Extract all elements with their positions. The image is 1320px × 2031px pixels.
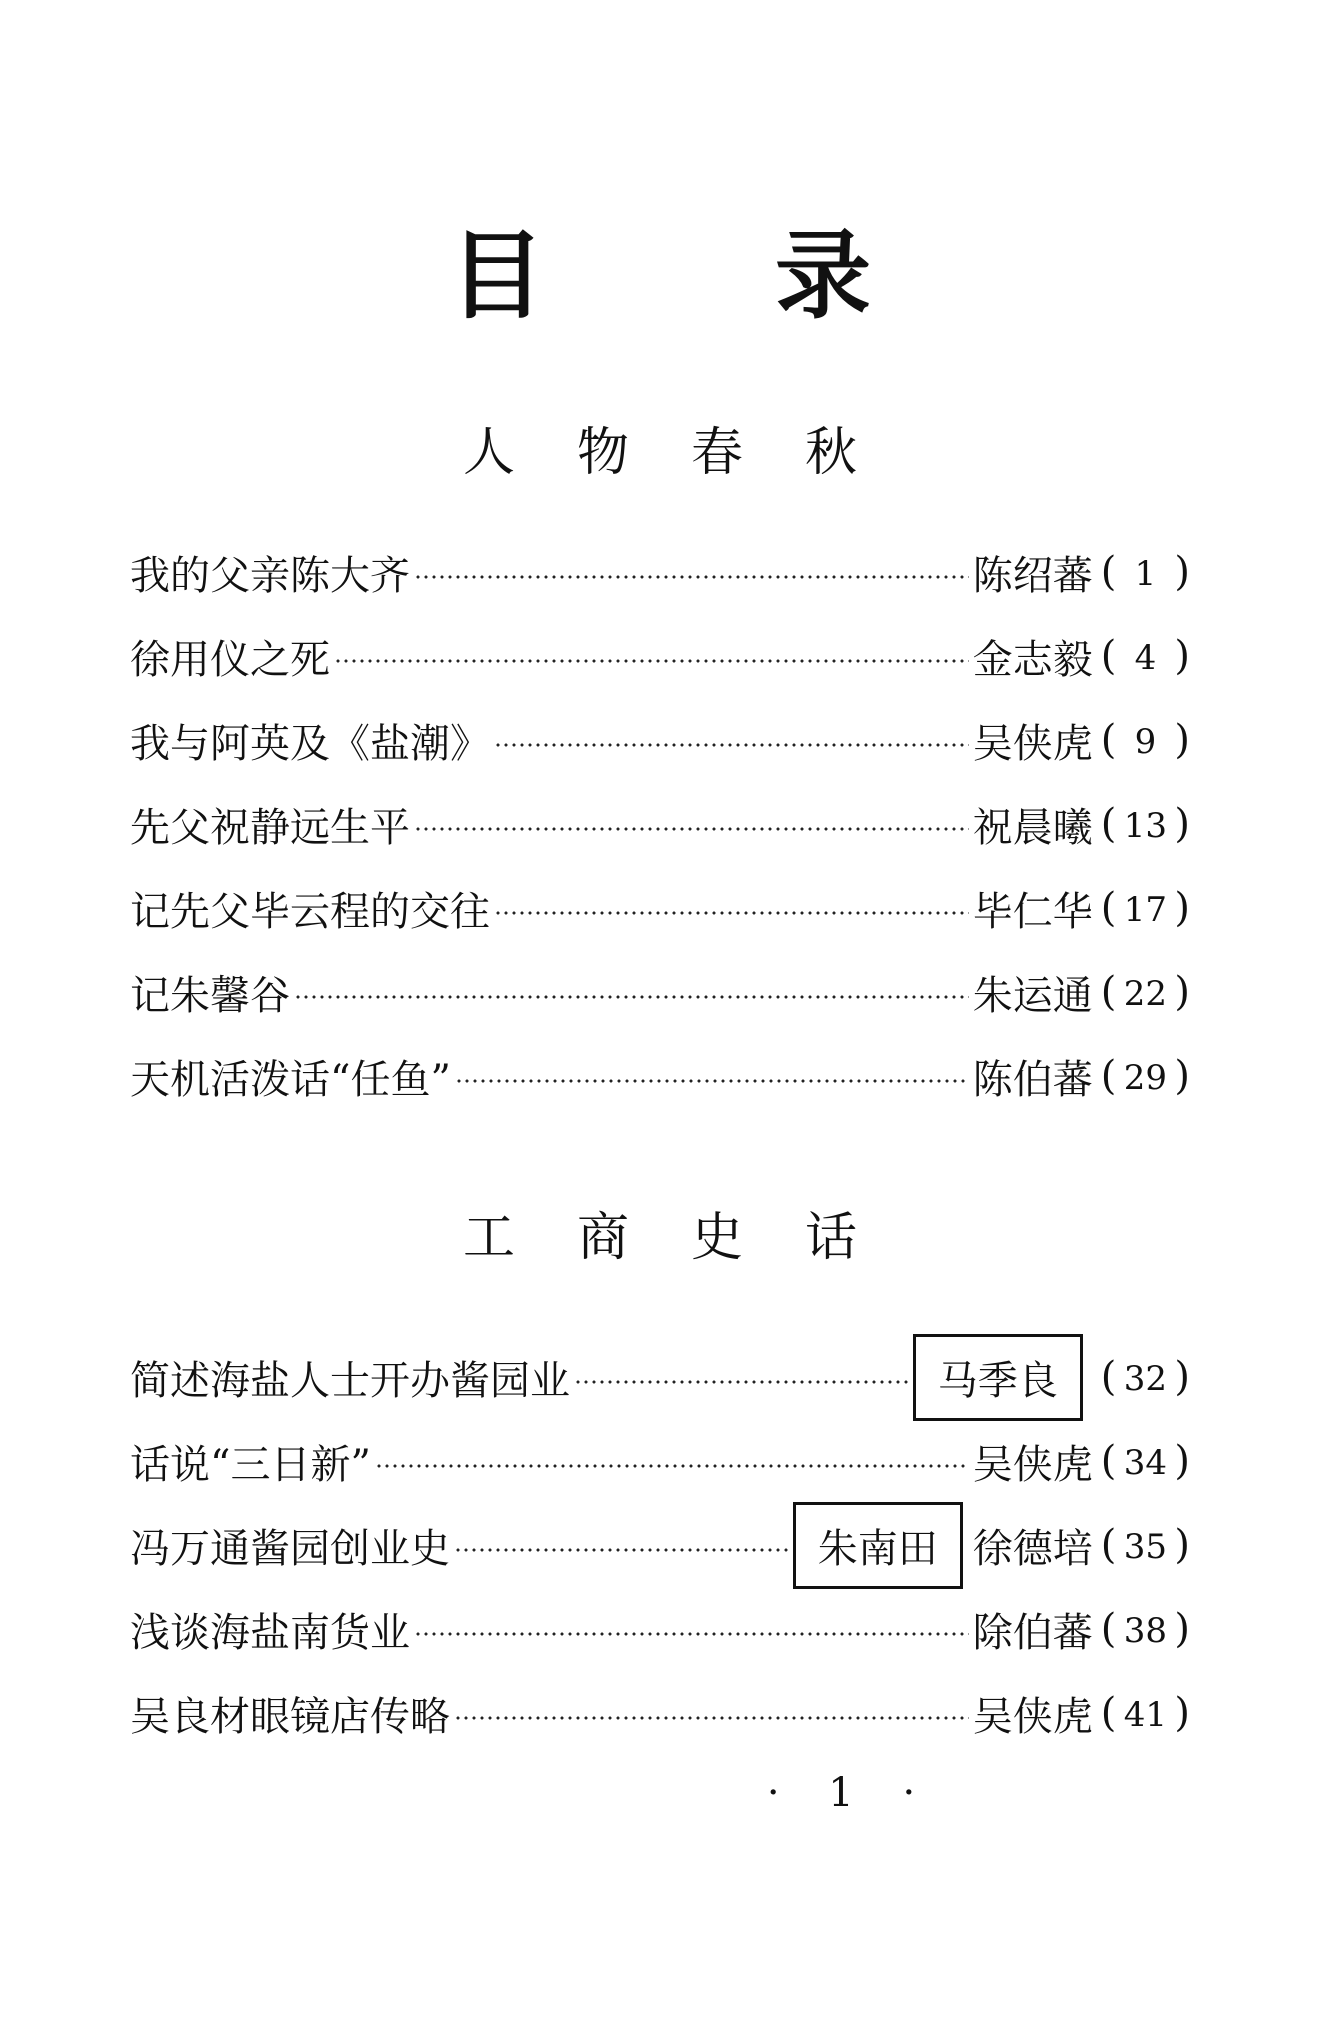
entry-title: 吴良材眼镜店传略 xyxy=(130,1693,450,1740)
entry-page: ( 41 ) xyxy=(1100,1690,1190,1736)
entry-author: 吴侠虎 xyxy=(972,1693,1093,1740)
entry-page: ( 35 ) xyxy=(1100,1522,1190,1568)
leader-dots xyxy=(294,995,969,999)
toc-entry[interactable] xyxy=(130,530,1190,614)
entry-page: ( 13 ) xyxy=(1100,801,1190,847)
toc-entry[interactable] xyxy=(130,1587,1190,1671)
section-people-entries xyxy=(130,530,1190,1118)
toc-entry[interactable] xyxy=(130,782,1190,866)
entry-page: ( 17 ) xyxy=(1100,885,1190,931)
leader-dots xyxy=(494,743,969,747)
entry-page: ( 32 ) xyxy=(1100,1354,1190,1400)
toc-entry[interactable] xyxy=(130,1419,1190,1503)
page-number: · 1 · xyxy=(766,1770,934,1816)
entry-page: ( 29 ) xyxy=(1100,1053,1190,1099)
entry-title: 天机活泼话“任鱼” xyxy=(130,1056,451,1103)
toc-entry[interactable] xyxy=(130,950,1190,1034)
entry-page: ( 38 ) xyxy=(1100,1606,1190,1652)
entry-title: 徐用仪之死 xyxy=(130,636,330,683)
boxed-author: 朱南田 xyxy=(793,1502,963,1589)
toc-entry[interactable] xyxy=(130,866,1190,950)
entry-page: ( 22 ) xyxy=(1100,969,1190,1015)
leader-dots xyxy=(334,659,969,663)
section-business-entries xyxy=(130,1335,1190,1755)
entry-author: 徐德培 xyxy=(972,1525,1093,1572)
leader-dots xyxy=(454,1716,969,1720)
entry-page: ( 4 ) xyxy=(1100,633,1190,679)
leader-dots xyxy=(414,1632,969,1636)
leader-dots xyxy=(455,1079,969,1083)
entry-page: ( 1 ) xyxy=(1100,549,1190,595)
section-title-people: 人物春秋 xyxy=(462,423,919,483)
entry-author: 金志毅 xyxy=(972,636,1093,683)
entry-page: ( 9 ) xyxy=(1100,717,1190,763)
leader-dots xyxy=(574,1380,909,1384)
toc-entry[interactable] xyxy=(130,1503,1190,1587)
boxed-author: 马季良 xyxy=(913,1334,1083,1421)
entry-title: 我与阿英及《盐潮》 xyxy=(130,720,490,767)
entry-title: 记先父毕云程的交往 xyxy=(130,888,490,935)
entry-author: 陈伯蕃 xyxy=(972,1056,1093,1103)
toc-entry[interactable] xyxy=(130,614,1190,698)
leader-dots xyxy=(454,1548,789,1552)
entry-author: 除伯蕃 xyxy=(972,1609,1093,1656)
leader-dots xyxy=(375,1464,969,1468)
entry-title: 冯万通酱园创业史 xyxy=(130,1525,450,1572)
entry-title: 我的父亲陈大齐 xyxy=(130,552,410,599)
entry-page: ( 34 ) xyxy=(1100,1438,1190,1484)
entry-author: 吴侠虎 xyxy=(972,720,1093,767)
toc-entry[interactable] xyxy=(130,698,1190,782)
entry-author: 陈绍蕃 xyxy=(972,552,1093,599)
leader-dots xyxy=(414,827,969,831)
entry-title: 话说“三日新” xyxy=(130,1441,371,1488)
entry-author: 吴侠虎 xyxy=(972,1441,1093,1488)
entry-title: 先父祝静远生平 xyxy=(130,804,410,851)
leader-dots xyxy=(414,575,969,579)
toc-entry[interactable] xyxy=(130,1034,1190,1118)
entry-title: 浅谈海盐南货业 xyxy=(130,1609,410,1656)
entry-author: 毕仁华 xyxy=(972,888,1093,935)
entry-author: 朱运通 xyxy=(972,972,1093,1019)
section-title-business: 工商史话 xyxy=(462,1208,919,1268)
entry-title: 简述海盐人士开办酱园业 xyxy=(130,1357,570,1404)
entry-author: 祝晨曦 xyxy=(972,804,1093,851)
toc-entry[interactable] xyxy=(130,1671,1190,1755)
page-title: 目录 xyxy=(449,220,1101,332)
entry-title: 记朱馨谷 xyxy=(130,972,290,1019)
leader-dots xyxy=(494,911,969,915)
toc-entry[interactable] xyxy=(130,1335,1190,1419)
